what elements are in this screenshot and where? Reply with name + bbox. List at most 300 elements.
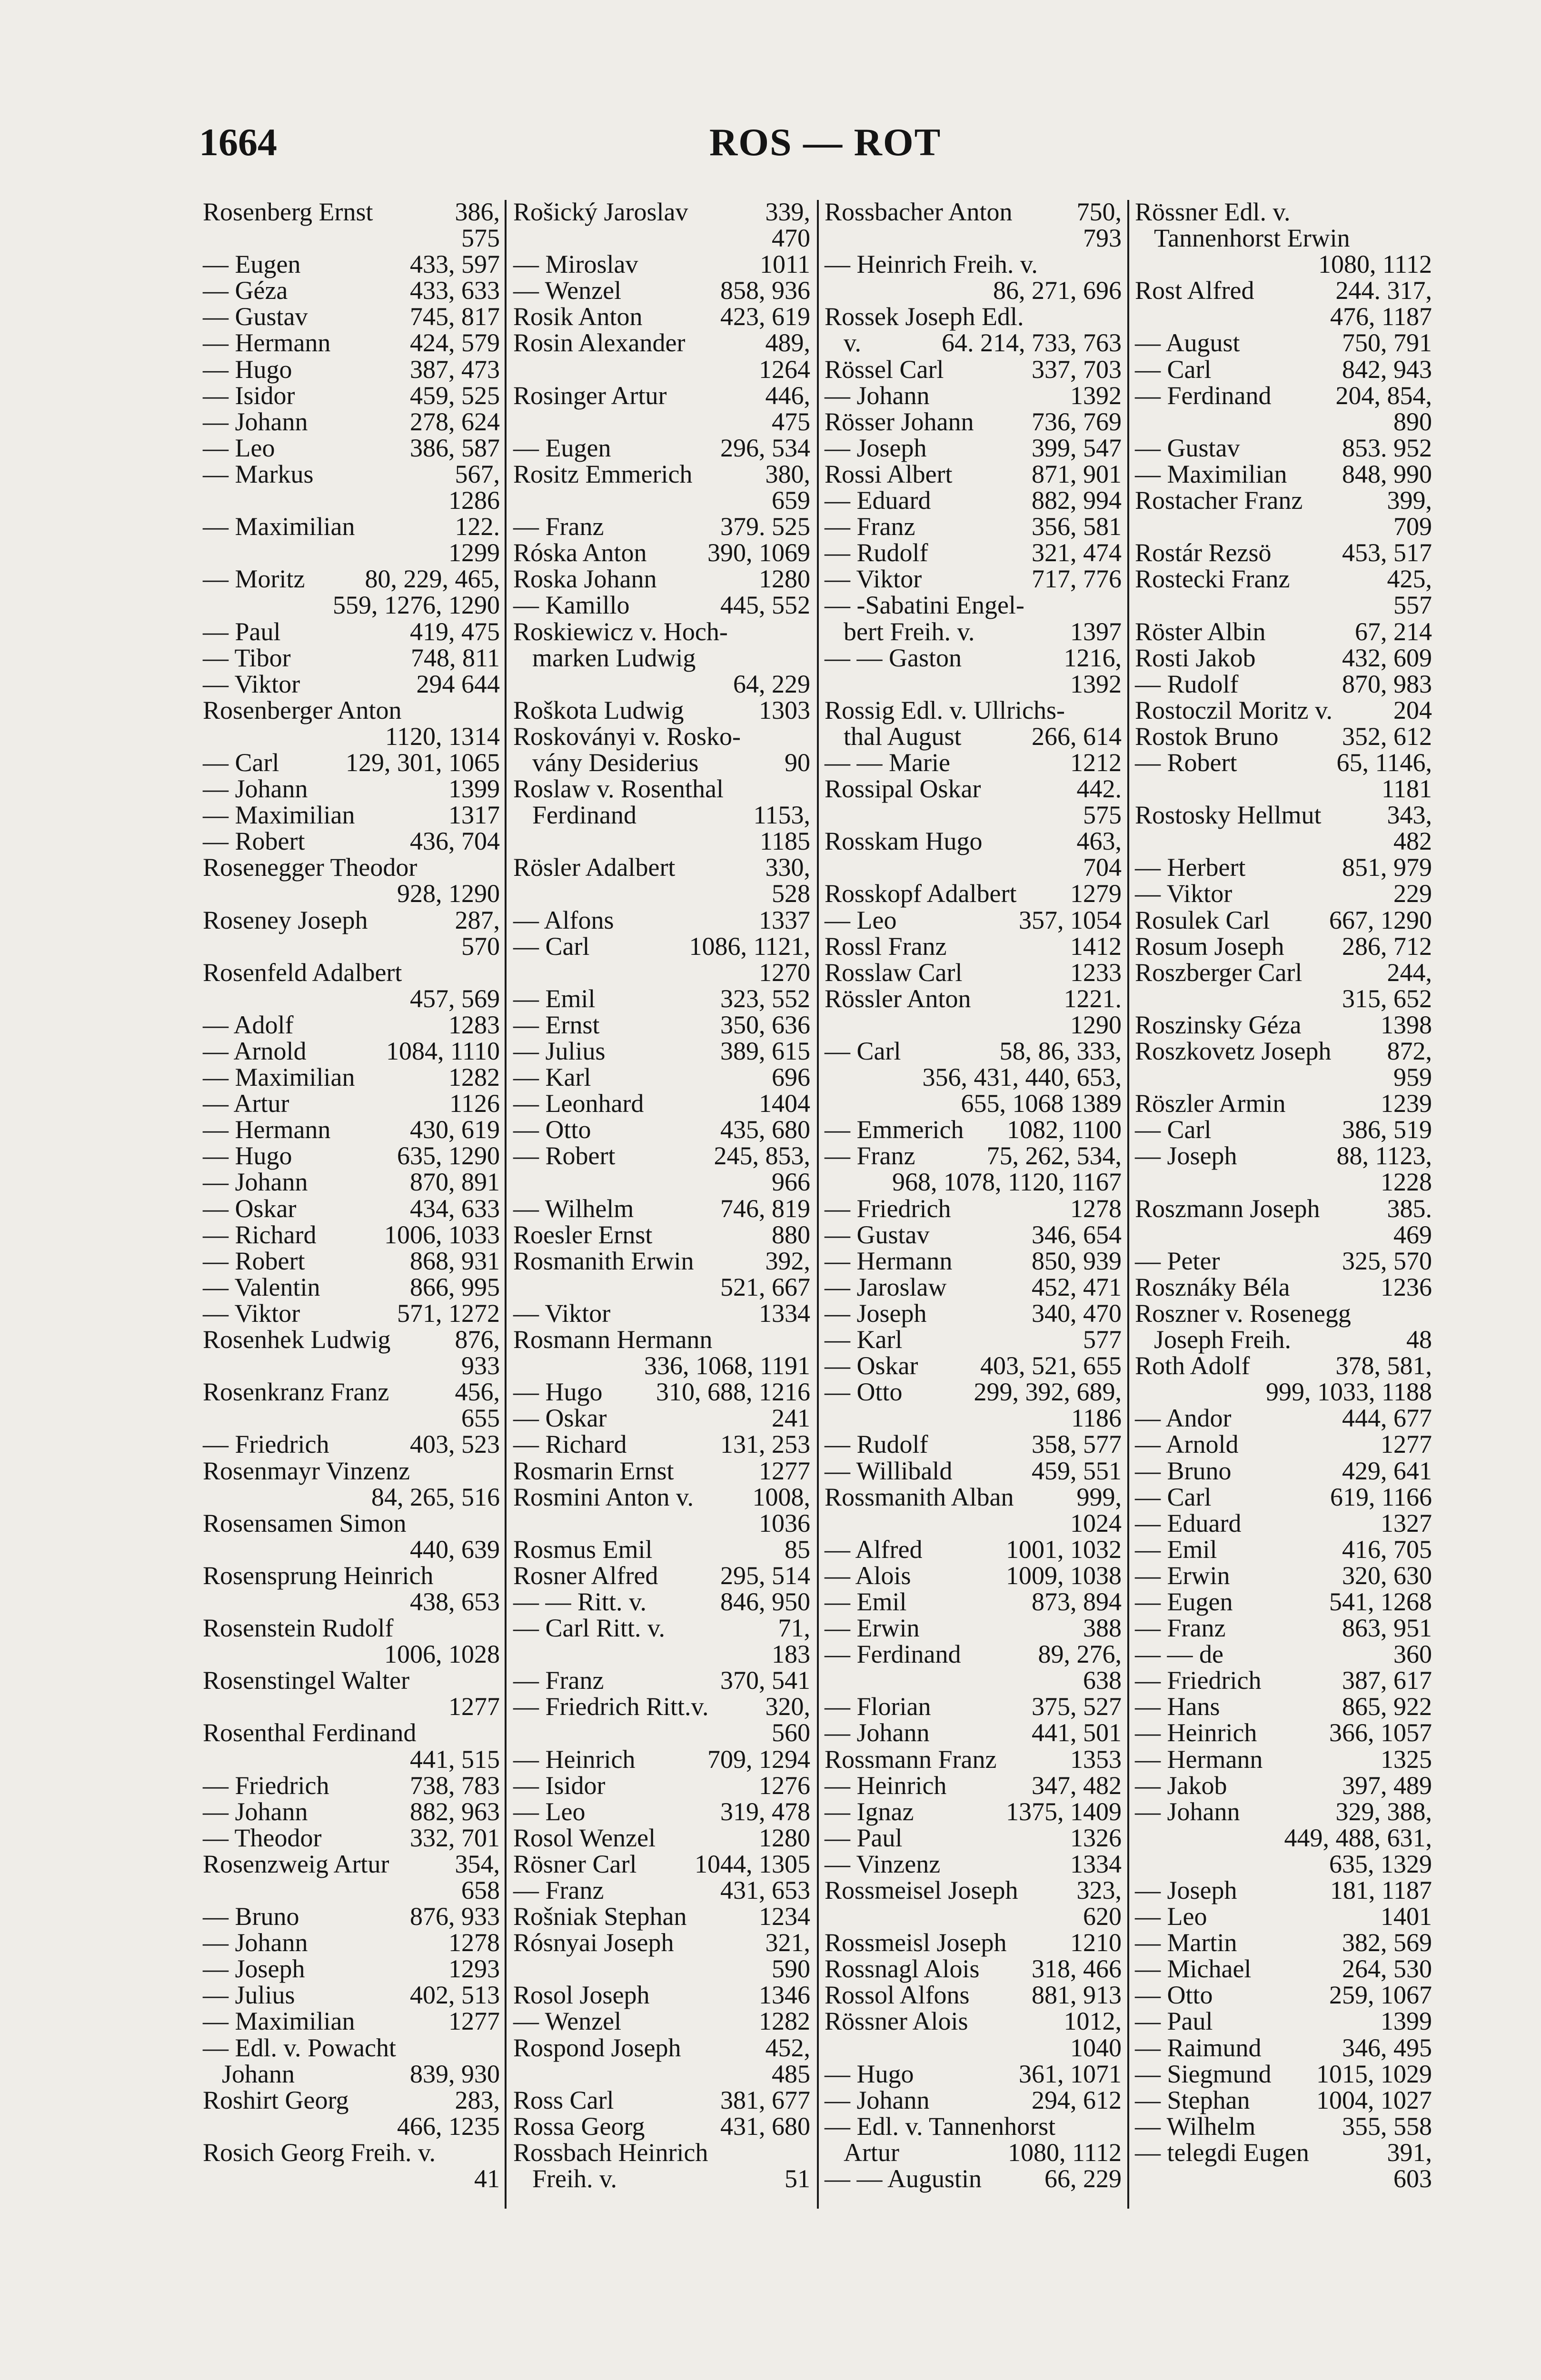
index-entry xyxy=(513,1091,810,1117)
entry-pages: 459, 551 xyxy=(1032,1456,1122,1485)
entry-name: Rosensamen Simon xyxy=(203,1508,407,1537)
entry-name: — Otto xyxy=(513,1115,591,1144)
entry-name: Rosol Wenzel xyxy=(513,1823,656,1852)
entry-pages: 1080, 1112 xyxy=(1008,2138,1122,2167)
entry-name: — Géza xyxy=(203,276,288,305)
index-entry xyxy=(1135,1956,1432,1982)
entry-name: — — Gaston xyxy=(825,643,962,672)
index-entry xyxy=(513,1982,810,2008)
entry-pages: 423, 619 xyxy=(720,302,810,331)
index-entry xyxy=(203,1589,500,1615)
entry-name: Rössner Edl. v. xyxy=(1135,198,1291,226)
entry-pages: 1278 xyxy=(448,1928,500,1957)
index-entry xyxy=(203,1615,500,1641)
entry-name: Rosmann Hermann xyxy=(513,1325,713,1354)
entry-pages: 745, 817 xyxy=(410,302,500,331)
entry-name: Röszler Armin xyxy=(1135,1089,1286,1118)
entry-pages: 1086, 1121, xyxy=(689,932,810,961)
index-entry xyxy=(1135,1143,1432,1169)
index-entry xyxy=(513,1327,810,1353)
entry-name: Rossmeisl Joseph xyxy=(825,1928,1007,1957)
entry-pages: 577 xyxy=(1083,1325,1122,1354)
index-entry xyxy=(203,2113,500,2140)
entry-pages: 999, xyxy=(1076,1482,1122,1511)
entry-name: Rosensprung Heinrich xyxy=(203,1561,434,1590)
index-entry xyxy=(1135,540,1432,566)
index-entry xyxy=(1135,1615,1432,1641)
index-entry xyxy=(513,1196,810,1222)
entry-pages: 381, 677 xyxy=(720,2085,810,2114)
index-entry xyxy=(203,881,500,907)
entry-name: Rossi Albert xyxy=(825,459,953,488)
entry-pages: 453, 517 xyxy=(1342,538,1432,567)
entry-pages: 1036 xyxy=(759,1508,810,1537)
entry-pages: 570 xyxy=(461,932,500,961)
index-entry xyxy=(513,828,810,854)
entry-name: — Hans xyxy=(1135,1692,1220,1721)
entry-pages: 403, 523 xyxy=(410,1430,500,1459)
entry-name: — Hugo xyxy=(513,1378,603,1407)
index-entry xyxy=(203,907,500,933)
entry-pages: 1346 xyxy=(759,1981,810,2010)
index-entry xyxy=(825,881,1122,907)
entry-name: — Franz xyxy=(513,1666,604,1695)
entry-pages: 1153, xyxy=(753,801,810,830)
entry-name: Rošniak Stephan xyxy=(513,1902,687,1931)
index-entry xyxy=(203,619,500,645)
entry-pages: 431, 653 xyxy=(720,1876,810,1904)
entry-pages: 386, 519 xyxy=(1342,1115,1432,1144)
entry-name: Rosti Jakob xyxy=(1135,643,1256,672)
entry-name: — Johann xyxy=(203,774,308,803)
entry-name: Rositz Emmerich xyxy=(513,459,693,488)
entry-pages: 1044, 1305 xyxy=(695,1849,810,1878)
index-entry xyxy=(203,1169,500,1195)
index-entry xyxy=(513,566,810,592)
entry-name: Roshirt Georg xyxy=(203,2085,349,2114)
index-entry xyxy=(203,1720,500,1746)
index-entry xyxy=(1135,566,1432,592)
entry-pages: 793 xyxy=(1083,224,1122,253)
entry-name: thal August xyxy=(844,722,962,751)
entry-name: — Eugen xyxy=(513,433,611,462)
entry-name: — Alfred xyxy=(825,1535,923,1564)
index-entry xyxy=(513,1143,810,1169)
entry-name: Rosich Georg Freih. v. xyxy=(203,2138,436,2167)
index-entry xyxy=(513,435,810,461)
entry-name: — Friedrich xyxy=(1135,1666,1262,1695)
index-entry xyxy=(513,383,810,409)
entry-pages: 870, 983 xyxy=(1342,669,1432,698)
entry-pages: 709 xyxy=(1393,512,1432,541)
index-entry xyxy=(203,1930,500,1956)
index-entry xyxy=(203,304,500,330)
entry-pages: 1233 xyxy=(1070,958,1122,987)
entry-name: — Eugen xyxy=(203,250,301,279)
index-entry xyxy=(1135,802,1432,828)
entry-name: — Peter xyxy=(1135,1246,1220,1275)
entry-name: — Oskar xyxy=(203,1194,297,1223)
index-entry xyxy=(513,1064,810,1091)
index-entry xyxy=(825,487,1122,514)
index-entry xyxy=(203,986,500,1012)
entry-name: Rossmeisel Joseph xyxy=(825,1876,1018,1904)
entry-name: — Joseph xyxy=(1135,1876,1237,1904)
entry-name: — Franz xyxy=(825,512,915,541)
entry-pages: 470 xyxy=(772,224,810,253)
entry-name: Rössel Carl xyxy=(825,355,944,384)
index-entry xyxy=(1135,1773,1432,1799)
entry-pages: 283, xyxy=(455,2085,500,2114)
index-entry xyxy=(513,1169,810,1195)
entry-pages: 80, 229, 465, xyxy=(365,565,500,594)
index-entry xyxy=(825,854,1122,881)
entry-pages: 489, xyxy=(765,328,810,357)
entry-pages: 1181 xyxy=(1382,774,1432,803)
entry-name: — — Ritt. v. xyxy=(513,1587,647,1616)
entry-name: — Maximilian xyxy=(203,512,355,541)
index-entry xyxy=(825,199,1122,225)
index-entry xyxy=(513,2087,810,2113)
index-entry xyxy=(825,1143,1122,1169)
entry-pages: 264, 530 xyxy=(1342,1954,1432,1983)
entry-name: — Leo xyxy=(825,905,897,934)
index-entry xyxy=(825,1327,1122,1353)
entry-name: — Heinrich xyxy=(1135,1718,1257,1747)
entry-pages: 375, 527 xyxy=(1032,1692,1122,1721)
entry-name: — -Sabatini Engel- xyxy=(825,591,1024,620)
entry-pages: 389, 615 xyxy=(720,1037,810,1065)
entry-name: — Rudolf xyxy=(825,538,928,567)
entry-name: — Johann xyxy=(1135,1797,1240,1826)
index-entry xyxy=(825,409,1122,435)
entry-pages: 475 xyxy=(772,407,810,436)
entry-name: — Tibor xyxy=(203,643,291,672)
index-entry xyxy=(1135,1563,1432,1589)
entry-pages: 966 xyxy=(772,1168,810,1197)
entry-name: — Martin xyxy=(1135,1928,1237,1957)
entry-name: — Herbert xyxy=(1135,853,1246,882)
entry-name: vány Desiderius xyxy=(532,748,699,777)
entry-pages: 1236 xyxy=(1381,1272,1432,1301)
entry-name: — Oskar xyxy=(825,1351,918,1380)
entry-pages: 436, 704 xyxy=(410,827,500,856)
index-column-3 xyxy=(825,199,1122,2192)
entry-name: — Johann xyxy=(203,1928,308,1957)
entry-name: — Gustav xyxy=(203,302,308,331)
index-entry xyxy=(513,2140,810,2166)
index-entry xyxy=(1135,2008,1432,2034)
entry-pages: 1286 xyxy=(448,486,500,515)
entry-name: Roszinsky Géza xyxy=(1135,1010,1302,1039)
index-entry xyxy=(825,330,1122,356)
entry-name: Rostacher Franz xyxy=(1135,486,1303,515)
index-entry xyxy=(1135,671,1432,697)
entry-pages: 635, 1329 xyxy=(1329,1849,1432,1878)
entry-pages: 71, xyxy=(778,1614,810,1643)
index-entry xyxy=(513,1851,810,1877)
entry-name: — Hermann xyxy=(203,328,331,357)
entry-pages: 347, 482 xyxy=(1032,1771,1122,1800)
index-entry xyxy=(203,1327,500,1353)
entry-name: Róska Anton xyxy=(513,538,647,567)
entry-pages: 321, 474 xyxy=(1032,538,1122,567)
entry-pages: 350, 636 xyxy=(720,1010,810,1039)
index-entry xyxy=(825,251,1122,278)
index-entry xyxy=(203,1484,500,1510)
entry-name: — Hugo xyxy=(203,1141,292,1170)
entry-name: — Paul xyxy=(203,617,281,646)
index-entry xyxy=(203,1510,500,1537)
entry-name: Roszner v. Rosenegg xyxy=(1135,1299,1351,1328)
entry-pages: 866, 995 xyxy=(410,1272,500,1301)
index-entry xyxy=(1135,1799,1432,1825)
entry-pages: 463, xyxy=(1076,827,1122,856)
index-entry xyxy=(513,1667,810,1694)
entry-pages: 90 xyxy=(785,748,810,777)
index-entry xyxy=(203,1773,500,1799)
index-entry xyxy=(203,2035,500,2061)
index-entry xyxy=(203,435,500,461)
index-entry xyxy=(825,1773,1122,1799)
entry-name: — Ernst xyxy=(513,1010,600,1039)
entry-name: — Wilhelm xyxy=(1135,2112,1256,2141)
index-entry xyxy=(825,1851,1122,1877)
entry-pages: 229 xyxy=(1393,879,1432,908)
entry-name: — Johann xyxy=(203,1168,308,1197)
entry-name: — Carl xyxy=(203,748,279,777)
entry-pages: 385. xyxy=(1387,1194,1432,1223)
entry-pages: 1270 xyxy=(759,958,810,987)
index-entry xyxy=(203,1563,500,1589)
entry-name: — Heinrich xyxy=(825,1771,947,1800)
index-entry xyxy=(513,1694,810,1720)
index-entry xyxy=(513,487,810,514)
entry-name: — Johann xyxy=(825,381,930,410)
entry-name: — Richard xyxy=(203,1220,317,1249)
entry-name: Freih. v. xyxy=(532,2164,617,2193)
index-entry xyxy=(203,330,500,356)
entry-name: — Arnold xyxy=(1135,1430,1239,1459)
entry-pages: 330, xyxy=(765,853,810,882)
entry-name: — Andor xyxy=(1135,1404,1232,1433)
entry-name: Rosenkranz Franz xyxy=(203,1378,389,1407)
index-entry xyxy=(825,1825,1122,1851)
index-entry xyxy=(1135,251,1432,278)
entry-name: Roskoványi v. Rosko- xyxy=(513,722,741,751)
entry-pages: 557 xyxy=(1393,591,1432,620)
index-entry xyxy=(825,1222,1122,1248)
entry-pages: 1012, xyxy=(1064,2007,1122,2036)
entry-name: — Franz xyxy=(513,512,604,541)
entry-name: — Ferdinand xyxy=(1135,381,1272,410)
index-entry xyxy=(825,1274,1122,1300)
index-entry xyxy=(513,1563,810,1589)
index-entry xyxy=(825,933,1122,960)
index-entry xyxy=(203,461,500,487)
entry-pages: 346, 654 xyxy=(1032,1220,1122,1249)
entry-name: — Heinrich Freih. v. xyxy=(825,250,1038,279)
entry-pages: 386, 587 xyxy=(410,433,500,462)
entry-pages: 444, 677 xyxy=(1342,1404,1432,1433)
entry-name: — August xyxy=(1135,328,1240,357)
entry-pages: 65, 1146, xyxy=(1336,748,1432,777)
index-entry xyxy=(513,1956,810,1982)
entry-name: — Heinrich xyxy=(513,1745,636,1774)
index-entry xyxy=(825,1641,1122,1667)
index-entry xyxy=(1135,960,1432,986)
index-entry xyxy=(1135,514,1432,540)
index-column-2 xyxy=(513,199,810,2192)
entry-name: Rosmini Anton v. xyxy=(513,1482,694,1511)
index-entry xyxy=(1135,1248,1432,1274)
entry-name: — Carl xyxy=(513,932,590,961)
entry-name: Roth Adolf xyxy=(1135,1351,1250,1380)
entry-pages: 863, 951 xyxy=(1342,1614,1432,1643)
index-entry xyxy=(1135,592,1432,618)
index-entry xyxy=(1135,2035,1432,2061)
entry-pages: 1082, 1100 xyxy=(1007,1115,1122,1144)
entry-pages: 379. 525 xyxy=(720,512,810,541)
entry-pages: 41 xyxy=(474,2164,500,2193)
index-entry xyxy=(1135,1982,1432,2008)
index-entry xyxy=(513,1799,810,1825)
entry-name: Rošický Jaroslav xyxy=(513,198,688,226)
entry-pages: 528 xyxy=(772,879,810,908)
entry-pages: 868, 931 xyxy=(410,1246,500,1275)
index-entry xyxy=(1135,1458,1432,1484)
index-entry xyxy=(825,1799,1122,1825)
index-entry xyxy=(513,1458,810,1484)
index-entry xyxy=(825,1196,1122,1222)
entry-name: — Ignaz xyxy=(825,1797,914,1826)
entry-pages: 1303 xyxy=(759,695,810,724)
entry-pages: 429, 641 xyxy=(1342,1456,1432,1485)
index-entry xyxy=(203,724,500,750)
index-entry xyxy=(513,409,810,435)
entry-pages: 442. xyxy=(1076,774,1122,803)
entry-name: Rösler Adalbert xyxy=(513,853,676,882)
entry-name: — Erwin xyxy=(825,1614,920,1643)
entry-pages: 129, 301, 1065 xyxy=(346,748,500,777)
entry-name: Roszberger Carl xyxy=(1135,958,1302,987)
entry-name: Rostosky Hellmut xyxy=(1135,801,1322,830)
index-entry xyxy=(1135,854,1432,881)
index-entry xyxy=(1135,1877,1432,1904)
entry-name: Rossig Edl. v. Ullrichs- xyxy=(825,695,1065,724)
entry-pages: 361, 1071 xyxy=(1019,2059,1122,2088)
index-entry xyxy=(825,1012,1122,1038)
index-entry xyxy=(203,540,500,566)
index-entry xyxy=(203,566,500,592)
entry-name: — Adolf xyxy=(203,1010,294,1039)
index-entry xyxy=(1135,1930,1432,1956)
index-entry xyxy=(1135,1431,1432,1458)
entry-name: Rossnagl Alois xyxy=(825,1954,980,1983)
entry-pages: 476, 1187 xyxy=(1330,302,1432,331)
entry-pages: 559, 1276, 1290 xyxy=(333,591,500,620)
entry-pages: 278, 624 xyxy=(410,407,500,436)
entry-name: — Eduard xyxy=(1135,1508,1242,1537)
entry-name: — Friedrich xyxy=(203,1430,329,1459)
entry-pages: 432, 609 xyxy=(1342,643,1432,672)
entry-name: — Carl xyxy=(1135,1115,1212,1144)
index-entry xyxy=(203,1458,500,1484)
entry-name: — Johann xyxy=(825,1718,930,1747)
entry-pages: 380, xyxy=(765,459,810,488)
entry-name: Röster Albin xyxy=(1135,617,1266,646)
entry-name: — Franz xyxy=(513,1876,604,1904)
index-entry xyxy=(825,1563,1122,1589)
index-entry xyxy=(203,828,500,854)
index-entry xyxy=(203,776,500,802)
entry-name: — Gustav xyxy=(1135,433,1240,462)
entry-name: — Emil xyxy=(1135,1535,1217,1564)
index-entry xyxy=(1135,461,1432,487)
index-entry xyxy=(825,2113,1122,2140)
entry-pages: 1120, 1314 xyxy=(385,722,500,751)
entry-pages: 1277 xyxy=(448,1692,500,1721)
entry-pages: 1277 xyxy=(1381,1430,1432,1459)
index-entry xyxy=(203,1300,500,1327)
entry-pages: 876, xyxy=(455,1325,500,1354)
index-entry xyxy=(1135,645,1432,671)
index-entry xyxy=(513,1353,810,1379)
entry-pages: 748, 811 xyxy=(411,643,500,672)
index-entry xyxy=(203,487,500,514)
entry-name: — Robert xyxy=(203,1246,305,1275)
index-entry xyxy=(513,1222,810,1248)
entry-name: Rossmann Franz xyxy=(825,1745,997,1774)
index-entry xyxy=(825,435,1122,461)
entry-name: Roszmann Joseph xyxy=(1135,1194,1320,1223)
entry-pages: 858, 936 xyxy=(720,276,810,305)
entry-name: Rostecki Franz xyxy=(1135,565,1290,594)
entry-pages: 848, 990 xyxy=(1342,459,1432,488)
entry-pages: 881, 913 xyxy=(1032,1981,1122,2010)
entry-pages: 871, 901 xyxy=(1032,459,1122,488)
entry-pages: 266, 614 xyxy=(1032,722,1122,751)
index-entry xyxy=(203,671,500,697)
entry-name: — Eduard xyxy=(825,486,931,515)
entry-name: Rosenzweig Artur xyxy=(203,1849,389,1878)
entry-name: Rospond Joseph xyxy=(513,2033,681,2062)
entry-pages: 1282 xyxy=(759,2007,810,2036)
index-entry xyxy=(1135,2061,1432,2087)
entry-name: Rössler Anton xyxy=(825,984,971,1013)
entry-name: — Leonhard xyxy=(513,1089,644,1118)
entry-name: Rosenstein Rudolf xyxy=(203,1614,394,1643)
index-entry xyxy=(203,1196,500,1222)
entry-pages: 419, 475 xyxy=(410,617,500,646)
entry-pages: 575 xyxy=(461,224,500,253)
index-entry xyxy=(825,671,1122,697)
entry-name: Rosskopf Adalbert xyxy=(825,879,1017,908)
entry-pages: 1290 xyxy=(1070,1010,1122,1039)
index-entry xyxy=(203,1851,500,1877)
index-entry xyxy=(203,697,500,724)
entry-name: — Julius xyxy=(513,1037,606,1065)
index-entry xyxy=(513,1930,810,1956)
entry-pages: 321, xyxy=(765,1928,810,1957)
entry-pages: 343, xyxy=(1387,801,1432,830)
entry-name: — Isidor xyxy=(513,1771,606,1800)
entry-name: — Edl. v. Powacht xyxy=(203,2033,396,2062)
entry-pages: 466, 1235 xyxy=(397,2112,500,2141)
index-entry xyxy=(825,1353,1122,1379)
entry-pages: 244. 317, xyxy=(1335,276,1432,305)
index-entry xyxy=(1135,1851,1432,1877)
